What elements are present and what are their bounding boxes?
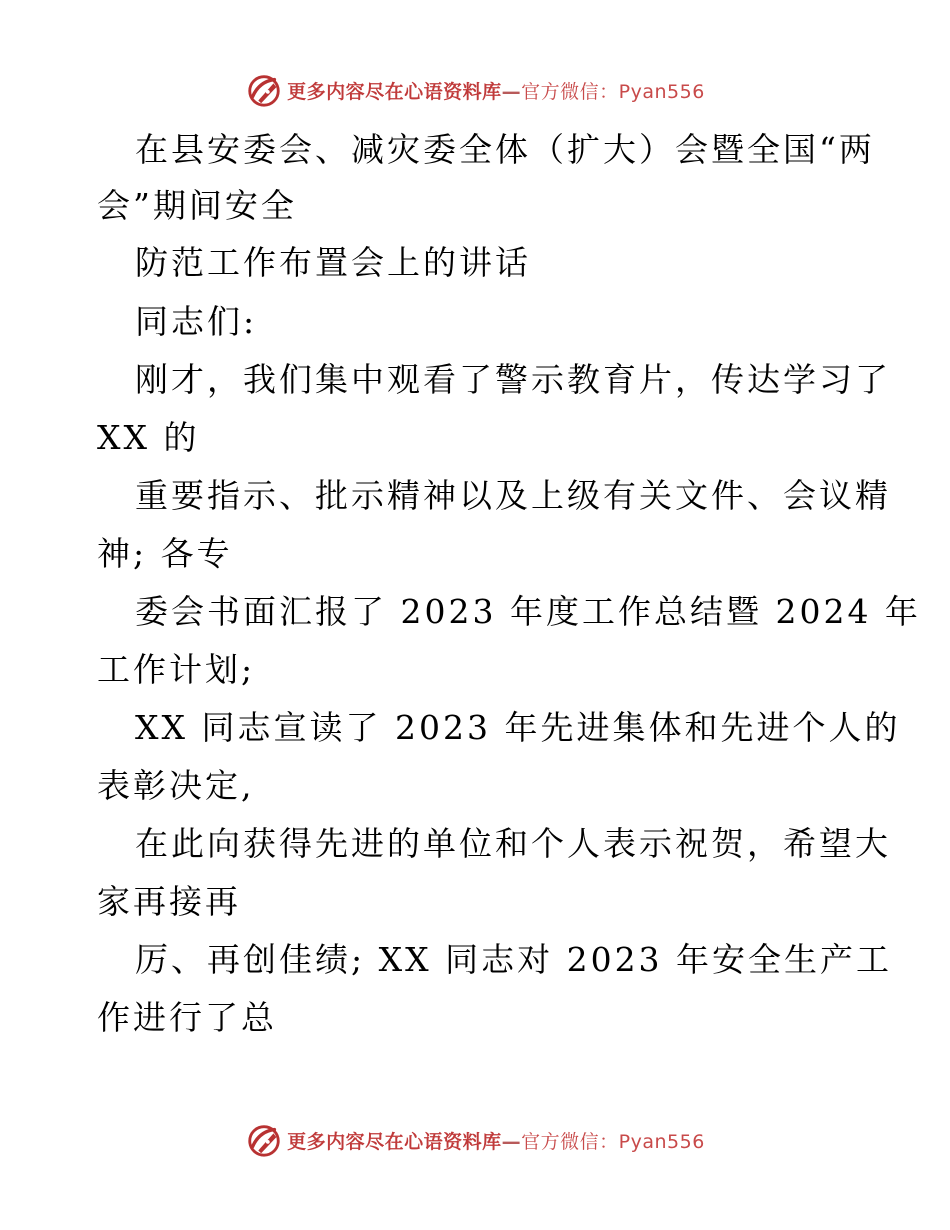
footer-watermark bbox=[0, 1120, 950, 1160]
text-line: 防范工作布置会上的讲话 bbox=[135, 243, 531, 282]
text-line: 委会书面汇报了 2023 年度工作总结暨 2024 年 bbox=[135, 592, 921, 631]
banner-main: 更多内容尽在心语资料库 bbox=[287, 80, 502, 103]
text-line: 在县安委会、减灾委全体（扩大）会暨全国“两 bbox=[135, 130, 875, 169]
text-line: 作进行了总 bbox=[97, 998, 277, 1037]
banner-contact: 官方微信：Pyan556 bbox=[521, 80, 705, 103]
text-line: 在此向获得先进的单位和个人表示祝贺，希望大 bbox=[135, 824, 891, 863]
text-line: 同志们: bbox=[135, 302, 258, 341]
banner-dash: — bbox=[501, 80, 522, 103]
text-line: XX 的 bbox=[97, 418, 200, 457]
banner-dash: — bbox=[501, 1130, 522, 1153]
text-line: 工作计划; bbox=[97, 650, 256, 689]
banner-contact: 官方微信：Pyan556 bbox=[521, 1130, 705, 1153]
text-line: 重要指示、批示精神以及上级有关文件、会议精 bbox=[135, 476, 891, 515]
text-line: 刚才，我们集中观看了警示教育片，传达学习了 bbox=[135, 360, 891, 399]
text-line: 表彰决定, bbox=[97, 766, 255, 805]
text-line: 家再接再 bbox=[97, 882, 241, 921]
text-line: 厉、再创佳绩; XX 同志对 2023 年安全生产工 bbox=[135, 940, 893, 979]
banner-main: 更多内容尽在心语资料库 bbox=[287, 1130, 502, 1153]
banner-text bbox=[287, 1127, 705, 1154]
text-line: 会”期间安全 bbox=[97, 186, 297, 225]
text-line: 神; 各专 bbox=[97, 534, 233, 573]
text-line: XX 同志宣读了 2023 年先进集体和先进个人的 bbox=[135, 708, 901, 747]
pen-logo-icon bbox=[245, 1121, 283, 1159]
